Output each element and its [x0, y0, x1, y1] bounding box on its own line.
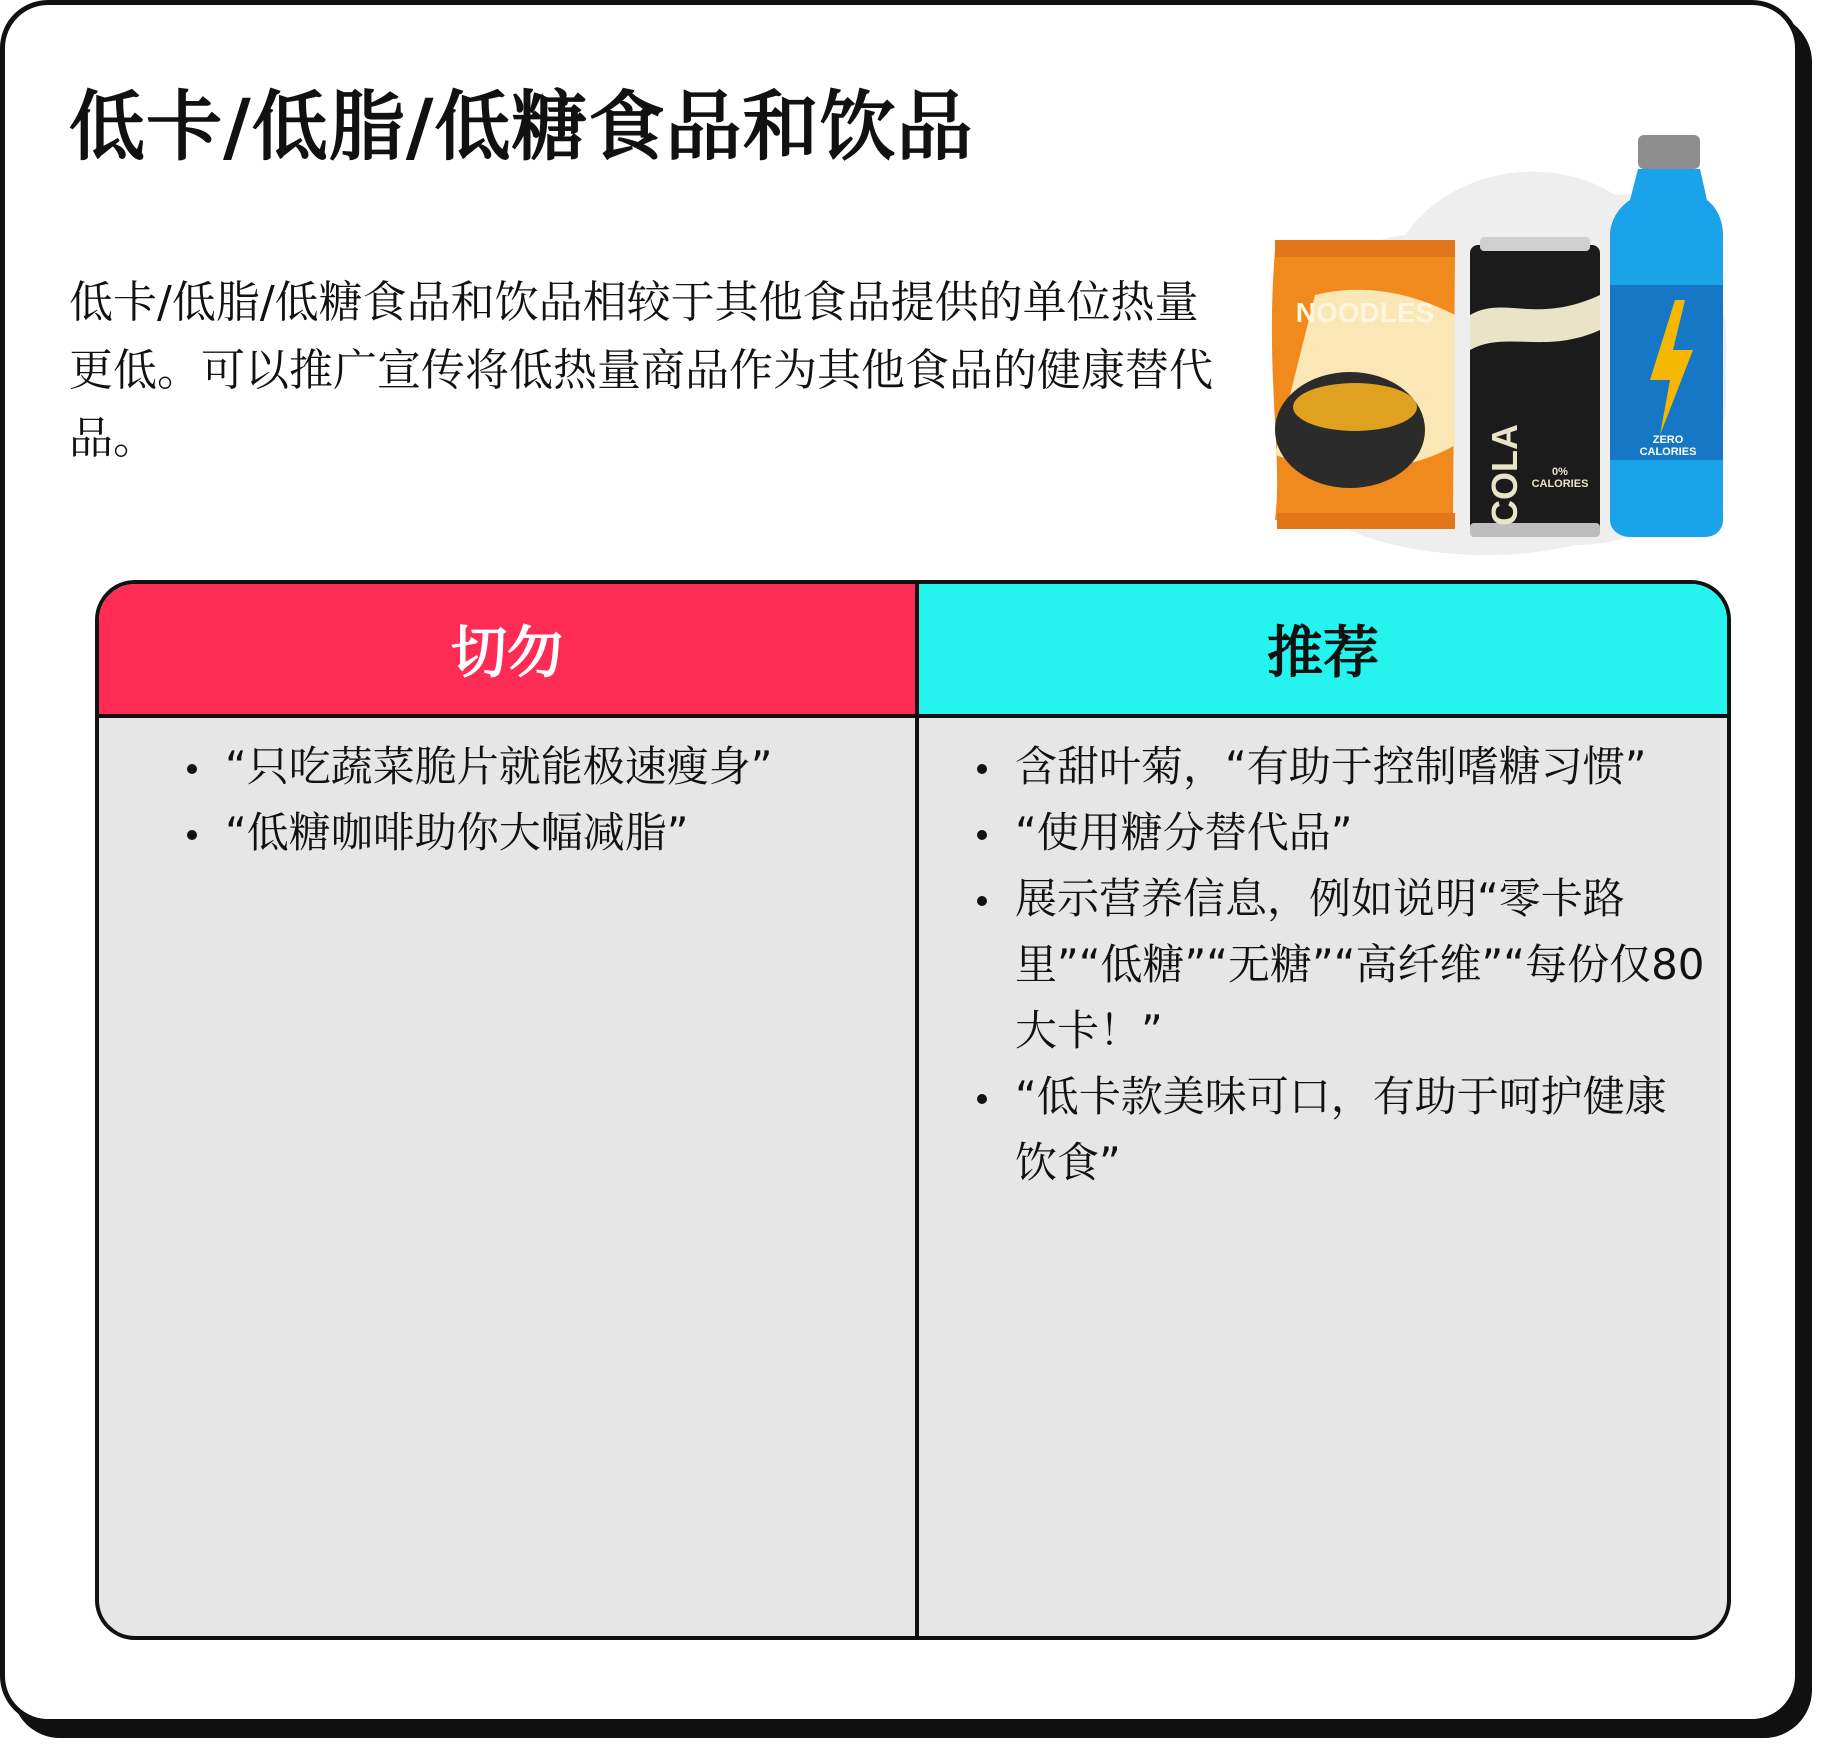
- low-calorie-products-illustration: [1255, 125, 1735, 565]
- do-header: 推荐: [919, 584, 1727, 718]
- list-item: “只吃蔬菜脆片就能极速瘦身”: [225, 734, 885, 800]
- intro-paragraph: 低卡/低脂/低糖食品和饮品相较于其他食品提供的单位热量更低。可以推广宣传将低热量商品作为其他食品的健康替代品。: [69, 277, 1213, 464]
- dont-header: 切勿: [99, 584, 915, 718]
- svg-text:CALORIES: CALORIES: [1639, 446, 1697, 458]
- page-title: 低卡/低脂/低糖食品和饮品: [69, 82, 974, 171]
- noodles-label: NOODLES: [1295, 297, 1435, 328]
- list-item: 展示营养信息，例如说明“零卡路里”“低糖”“无糖”“高纤维”“每份仅80大卡！”: [1015, 866, 1705, 1064]
- svg-text:CALORIES: CALORIES: [1531, 478, 1589, 490]
- do-column: [919, 584, 1727, 1636]
- noodles-bag: [1272, 240, 1455, 529]
- list-item: “使用糖分替代品”: [1015, 800, 1705, 866]
- list-item: “低卡款美味可口，有助于呵护健康饮食”: [1015, 1064, 1705, 1196]
- list-item: “低糖咖啡助你大幅减脂”: [225, 800, 885, 866]
- cola-label: COLA: [1484, 424, 1525, 526]
- cola-can: [1470, 237, 1600, 537]
- svg-text:0%: 0%: [1552, 466, 1568, 478]
- svg-text:ZERO: ZERO: [1652, 434, 1684, 446]
- dos-and-donts-table: [95, 580, 1731, 1640]
- dont-list: [225, 734, 885, 866]
- list-item: 含甜叶菊，“有助于控制嗜糖习惯”: [1015, 734, 1705, 800]
- dont-column: [99, 584, 919, 1636]
- do-list: [1015, 734, 1705, 1196]
